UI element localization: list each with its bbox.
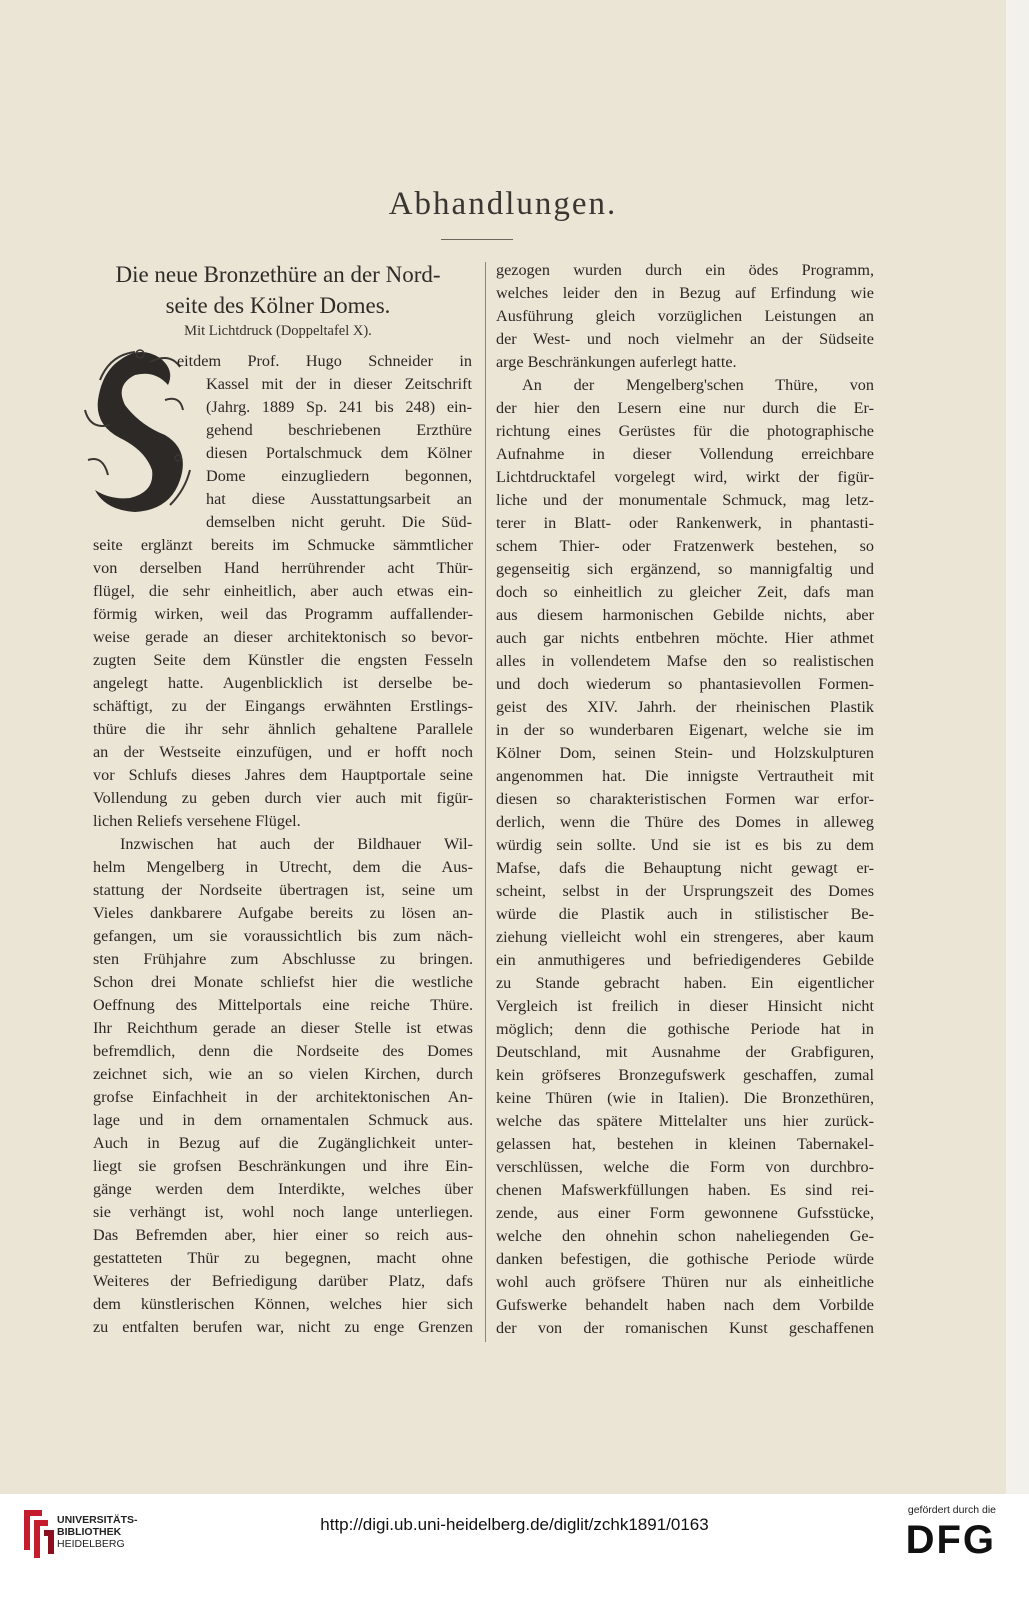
right-line: möglich; denn die gothische Periode hat in — [496, 1020, 874, 1038]
right-line: welches leider den in Bezug auf Erfindung wie — [496, 284, 874, 302]
right-line: terer in Blatt- oder Rankenwerk, in phantasti- — [496, 514, 874, 532]
left-line: flügel, die sehr einheitlich, aber auch etwas ein- — [93, 582, 473, 600]
right-line: richtung eines Gerüstes für die photographische — [496, 422, 874, 440]
library-name-line-2: BIBLIOTHEK — [57, 1526, 122, 1538]
page-edge — [1006, 0, 1029, 1494]
left-line: demselben nicht geruht. Die Süd- — [206, 513, 472, 531]
left-line: hat diese Ausstattungsarbeit an — [206, 490, 472, 508]
right-line: zu Stande gebracht haben. Ein eigentlicher — [496, 974, 874, 992]
right-line: Ausführung gleich vorzüglichen Leistungen an — [496, 307, 874, 325]
right-line: gegenseitig sich ergänzend, so mannigfaltig und — [496, 560, 874, 578]
left-line: Vieles dankbarere Aufgabe bereits zu lösen an- — [93, 904, 473, 922]
left-line: eitdem Prof. Hugo Schneider in — [177, 352, 472, 370]
right-line: keine Thüren (wie in Italien). Die Bronzethüren, — [496, 1089, 874, 1107]
right-line: Kölner Dom, seinen Stein- und Holzskulpturen — [496, 744, 874, 762]
right-line: doch so einheitlich zu gleicher Zeit, dafs man — [496, 583, 874, 601]
left-line: schäftigt, zu der Eingangs erwähnten Erstlings- — [93, 697, 473, 715]
right-line: der West- und noch vielmehr an der Südseite — [496, 330, 874, 348]
left-line: weise gerade an dieser architektonisch so bevor- — [93, 628, 473, 646]
left-line: förmig wirken, weil das Programm auffallender- — [93, 605, 473, 623]
right-line: danken befestigen, die gothische Periode würde — [496, 1250, 874, 1268]
left-line: befremdlich, denn die Nordseite des Domes — [93, 1042, 473, 1060]
left-line: Oeffnung des Mittelportals eine reiche Thüre. — [93, 996, 473, 1014]
left-line: diesen Portalschmuck dem Kölner — [206, 444, 472, 462]
right-line: alles in vollendetem Mafse den so realistischen — [496, 652, 874, 670]
left-line: Kassel mit der in dieser Zeitschrift — [206, 375, 472, 393]
left-line: (Jahrg. 1889 Sp. 241 bis 248) ein- — [206, 398, 472, 416]
initial-letter: S — [106, 443, 118, 465]
library-name-line-3: HEIDELBERG — [57, 1538, 125, 1550]
right-line: wohl auch gröfsere Thüren nur als einheitliche — [496, 1273, 874, 1291]
right-line: Mafse, dafs die Behauptung nicht gewagt er- — [496, 859, 874, 877]
left-line: seite erglänzt bereits im Schmucke sämmtlicher — [93, 536, 473, 554]
right-line: auch gar nichts entbehren möchte. Hier athmet — [496, 629, 874, 647]
right-line: gezogen wurden durch ein ödes Programm, — [496, 261, 874, 279]
left-line: Weiteres der Befriedigung darüber Platz, dafs — [93, 1272, 473, 1290]
left-line: dem künstlerischen Können, welches hier sich — [93, 1295, 473, 1313]
right-line: An der Mengelberg'schen Thüre, von — [522, 376, 874, 394]
right-line: ein anmuthigeres und befriedigenderes Gebilde — [496, 951, 874, 969]
left-line: zeichnet sich, wie an so vielen Kirchen, durch — [93, 1065, 473, 1083]
right-line: chenen Mafswerkfüllungen haben. Es sind rei- — [496, 1181, 874, 1199]
dfg-logo: DFG — [905, 1518, 996, 1562]
right-line: schem Thier- oder Fratzenwerk bestehen, so — [496, 537, 874, 555]
left-line: sten Frühjahre zum Abschlusse zu bringen. — [93, 950, 473, 968]
left-line: Vollendung zu geben durch vier auch mit figür- — [93, 789, 473, 807]
funder-caption: gefördert durch die — [907, 1504, 996, 1516]
right-line: scheint, selbst in der Ursprungszeit des Domes — [496, 882, 874, 900]
right-line: Vergleich ist freilich in dieser Hinsicht nicht — [496, 997, 874, 1015]
left-line: an der Westseite einzufügen, und er hofft noch — [93, 743, 473, 761]
right-line: derlich, wenn die Thüre des Domes in alleweg — [496, 813, 874, 831]
left-line: lichen Reliefs versehene Flügel. — [93, 812, 301, 830]
right-line: welche das spätere Mittelalter uns hier zurück- — [496, 1112, 874, 1130]
left-line: lage und in dem ornamentalen Schmuck aus. — [93, 1111, 473, 1129]
right-line: Aufnahme in dieser Vollendung erreichbare — [496, 445, 874, 463]
right-line: gelassen hat, bestehen in kleinen Tabernakel- — [496, 1135, 874, 1153]
left-line: grofse Einfachheit in der architektonischen An- — [93, 1088, 473, 1106]
left-line: Dome einzugliedern begonnen, — [206, 467, 472, 485]
right-line: würde die Plastik auch in stilistischer Be- — [496, 905, 874, 923]
right-line: kein gröfseres Bronzegufswerk geschaffen, zumal — [496, 1066, 874, 1084]
left-line: angelegt hatte. Augenblicklich ist derselbe be- — [93, 674, 473, 692]
left-line: zugten Seite dem Künstler die engsten Fesseln — [93, 651, 473, 669]
right-line: in der so wunderbaren Eigenart, welche sie im — [496, 721, 874, 739]
left-line: gestatteten Thür zu begegnen, macht ohne — [93, 1249, 473, 1267]
left-line: stattung der Nordseite übertragen ist, seine um — [93, 881, 473, 899]
left-line: liegt sie grofsen Beschränkungen und ihre Ein- — [93, 1157, 473, 1175]
article-title-line-1: Die neue Bronzethüre an der Nord- — [115, 262, 441, 287]
right-line: Deutschland, mit Ausnahme der Grabfiguren, — [496, 1043, 874, 1061]
left-line: von derselben Hand herrührender acht Thür- — [93, 559, 473, 577]
left-line: gehend beschriebenen Erzthüre — [206, 421, 472, 439]
right-line: liche und der monumentale Schmuck, mag letz- — [496, 491, 874, 509]
right-line: welche den ohnehin schon naheliegenden Ge- — [496, 1227, 874, 1245]
left-line: Das Befremden aber, hier einer so reich aus- — [93, 1226, 473, 1244]
library-name-line-1: UNIVERSITÄTS- — [57, 1514, 138, 1526]
left-line: gefangen, um sie voraussichtlich bis zum näch- — [93, 927, 473, 945]
right-line: der von der romanischen Kunst geschaffenen — [496, 1319, 874, 1337]
right-line: verschlüssen, welche die Form von durchbro- — [496, 1158, 874, 1176]
right-line: zende, aus einer Form gewonnene Gufsstücke, — [496, 1204, 874, 1222]
left-line: Ihr Reichthum gerade an dieser Stelle ist etwas — [93, 1019, 473, 1037]
section-divider — [441, 239, 513, 240]
section-title: Abhandlungen. — [388, 186, 618, 222]
right-line: diesen so charakteristischen Formen war erfor- — [496, 790, 874, 808]
left-line: sie verhängt ist, wohl noch lange unterliegen. — [93, 1203, 473, 1221]
left-line: Auch in Bezug auf die Zugänglichkeit unter- — [93, 1134, 473, 1152]
right-line: ziehung vielleicht wohl ein strengeres, aber kaum — [496, 928, 874, 946]
left-line: thüre die ihr sehr ähnlich gehaltene Parallele — [93, 720, 473, 738]
right-line: würdig sein sollte. Und sie ist es bis zu dem — [496, 836, 874, 854]
right-line: Lichtdrucktafel vorgelegt wird, wirkt der figür- — [496, 468, 874, 486]
source-url-link[interactable]: http://digi.ub.uni-heidelberg.de/diglit/zchk1891/0163 — [320, 1515, 709, 1534]
article-title-line-2: seite des Kölner Domes. — [165, 293, 391, 318]
left-line: Schon drei Monate schliefst hier die westliche — [93, 973, 473, 991]
right-line: Gufswerke behandelt haben nach dem Vorbilde — [496, 1296, 874, 1314]
right-line: aus diesem harmonischen Gebilde nichts, aber — [496, 606, 874, 624]
left-line: zu entfalten berufen war, nicht zu enge Grenzen — [93, 1318, 473, 1336]
left-line: gänge werden dem Interdikte, welches über — [93, 1180, 473, 1198]
left-line: helm Mengelberg in Utrecht, dem die Aus- — [93, 858, 473, 876]
right-line: arge Beschränkungen auferlegt hatte. — [496, 353, 737, 371]
right-line: und doch wiederum so phantasievollen Formen- — [496, 675, 874, 693]
right-line: der hier den Lesern eine nur durch die Er- — [496, 399, 874, 417]
right-line: geist des XIV. Jahrh. der rheinischen Plastik — [496, 698, 874, 716]
left-line: vor Schlufs dieses Jahres dem Hauptportale seine — [93, 766, 473, 784]
column-divider — [485, 262, 486, 1342]
right-line: angenommen hat. Die innigste Vertrautheit mit — [496, 767, 874, 785]
left-line: Inzwischen hat auch der Bildhauer Wil- — [120, 835, 473, 853]
article-subtitle: Mit Lichtdruck (Doppeltafel X). — [184, 323, 372, 339]
